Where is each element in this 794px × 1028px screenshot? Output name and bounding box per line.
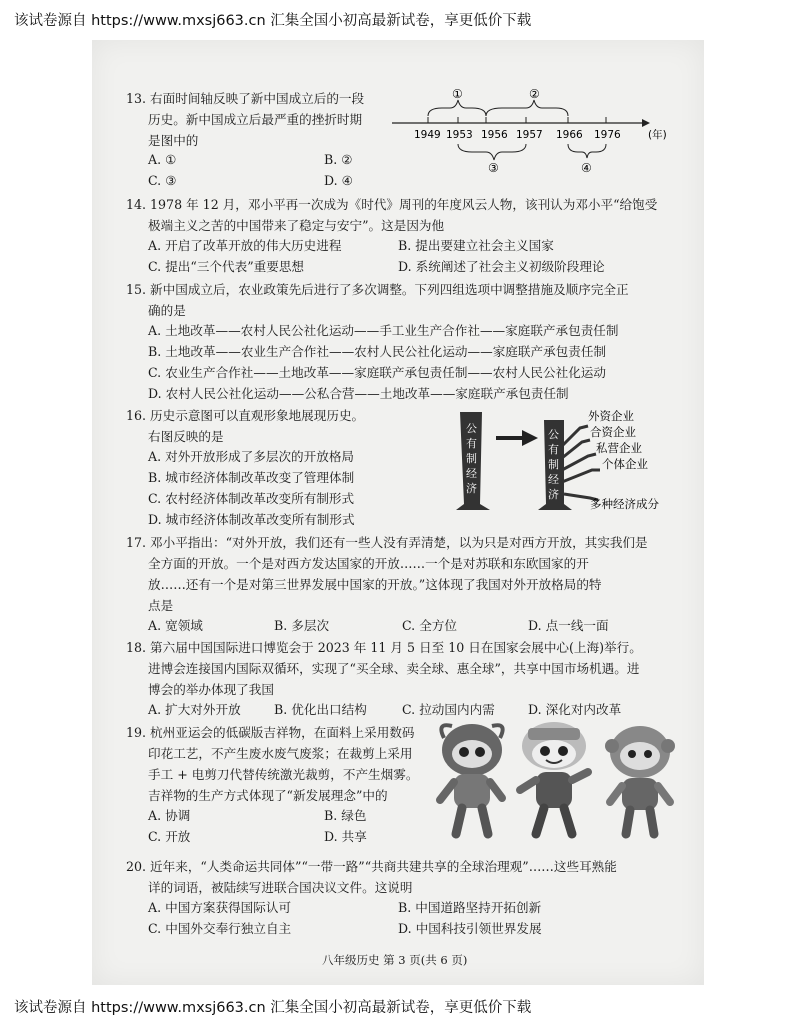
branch-private-enterprise: 私营企业 [596,441,642,455]
timeline-year-1953: 1953 [446,129,473,141]
q20-option-a[interactable]: A. 中国方案获得国际认可 [148,900,292,915]
q15-option-b[interactable]: B. 土地改革——农业生产合作社——农村人民公社化运动——家庭联产承包责任制 [148,344,607,359]
branch-individual-enterprise: 个体企业 [602,457,648,471]
q19-option-a[interactable]: A. 协调 [148,808,191,823]
timeline-mark-2: ② [529,87,540,101]
q20-line-1: 20. 近年来，“人类命运共同体”“一带一路”“共商共建共享的全球治理观”……这些耳熟能 [126,859,617,874]
q19-mascots-image [426,716,692,846]
q18-option-c[interactable]: C. 拉动国内内需 [402,702,495,717]
q13-option-a[interactable]: A. ① [148,152,177,167]
q16-line-1: 16. 历史示意图可以直观形象地展现历史。 [126,408,365,423]
q17-option-b[interactable]: B. 多层次 [274,618,330,633]
page-footer: 八年级历史 第 3 页(共 6 页) [322,953,468,967]
q14-option-b[interactable]: B. 提出要建立社会主义国家 [398,238,554,253]
q13-timeline [392,86,682,174]
left-trunk-char-5: 济 [466,482,477,495]
right-trunk-char-1: 公 [548,428,559,441]
q14-option-a[interactable]: A. 开启了改革开放的伟大历史进程 [148,238,342,253]
right-trunk-char-2: 有 [548,443,559,456]
left-trunk-char-3: 制 [466,452,477,465]
q17-option-c[interactable]: C. 全方位 [402,618,457,633]
timeline-year-1957: 1957 [516,129,543,141]
left-trunk-char-2: 有 [466,437,477,450]
q18-line-2: 进博会连接国内国际双循环，实现了“买全球、卖全球、惠全球”，共享中国市场机遇。进 [148,661,640,676]
q15-line-2: 确的是 [148,303,186,318]
branch-multiple-economy: 多种经济成分 [590,497,659,511]
q13-line-3: 是图中的 [148,133,199,148]
q17-line-4: 点是 [148,598,174,613]
mascot-1 [440,724,503,834]
q17-line-3: 放……还有一个是对第三世界发展中国家的开放。”这体现了我国对外开放格局的特 [148,577,602,592]
q19-line-4: 吉祥物的生产方式体现了“新发展理念”中的 [148,788,388,803]
mascot-3 [605,726,675,834]
q13-option-c[interactable]: C. ③ [148,173,177,188]
q15-line-1: 15. 新中国成立后，农业政策先后进行了多次调整。下列四组选项中调整措施及顺序完全正 [126,282,629,297]
right-trunk-char-3: 制 [548,458,559,471]
q16-option-a[interactable]: A. 对外开放形成了多层次的开放格局 [148,449,355,464]
q17-line-1: 17. 邓小平指出：“对外开放，我们还有一些人没有弄清楚，以为只是对西方开放，其实我们是 [126,535,648,550]
right-trunk-char-4: 经 [548,473,559,486]
right-trunk-char-5: 济 [548,488,559,501]
timeline-unit: (年) [648,129,667,141]
q18-line-3: 博会的举办体现了我国 [148,682,274,697]
q15-option-a[interactable]: A. 土地改革——农村人民公社化运动——手工业生产合作社——家庭联产承包责任制 [148,323,619,338]
timeline-year-1956: 1956 [481,129,508,141]
branch-foreign-enterprise: 外资企业 [588,409,634,423]
timeline-year-1966: 1966 [556,129,583,141]
q19-line-3: 手工 + 电剪刀代替传统激光裁剪，不产生烟雾。 [148,767,419,782]
timeline-mark-4: ④ [581,161,592,174]
timeline-year-1949: 1949 [414,129,441,141]
q16-option-b[interactable]: B. 城市经济体制改革改变了管理体制 [148,470,355,485]
q20-option-d[interactable]: D. 中国科技引领世界发展 [398,921,542,936]
q19-line-2: 印花工艺，不产生废水废气废浆；在裁剪上采用 [148,746,413,761]
q18-option-b[interactable]: B. 优化出口结构 [274,702,367,717]
left-trunk-char-1: 公 [466,422,477,435]
q16-option-d[interactable]: D. 城市经济体制改革改变所有制形式 [148,512,355,527]
q17-option-a[interactable]: A. 宽领域 [148,618,203,633]
q13-line-2: 历史。新中国成立后最严重的挫折时期 [148,112,363,127]
q20-option-b[interactable]: B. 中国道路坚持开拓创新 [398,900,542,915]
q18-option-d[interactable]: D. 深化对内改革 [528,702,622,717]
q16-line-2: 右图反映的是 [148,429,224,444]
q14-line-1: 14. 1978 年 12 月，邓小平再一次成为《时代》周刊的年度风云人物，该刊认为邓小平“给饱受 [126,197,658,212]
q19-option-c[interactable]: C. 开放 [148,829,191,844]
timeline-year-1976: 1976 [594,129,621,141]
source-banner-top: 该试卷源自 https://www.mxsj663.cn 汇集全国小初高最新试卷，享更低价下载 [14,13,532,29]
source-banner-bottom: 该试卷源自 https://www.mxsj663.cn 汇集全国小初高最新试卷，享更低价下载 [14,1000,532,1016]
q19-option-d[interactable]: D. 共享 [324,829,367,844]
q18-option-a[interactable]: A. 扩大对外开放 [148,702,241,717]
q16-option-c[interactable]: C. 农村经济体制改革改变所有制形式 [148,491,355,506]
q13-option-b[interactable]: B. ② [324,152,353,167]
exam-page [92,40,704,985]
q14-option-c[interactable]: C. 提出“三个代表”重要思想 [148,259,305,274]
branch-joint-venture: 合资企业 [590,425,636,439]
q19-option-b[interactable]: B. 绿色 [324,808,367,823]
q13-line-1: 13. 右面时间轴反映了新中国成立后的一段 [126,91,365,106]
q15-option-c[interactable]: C. 农业生产合作社——土地改革——家庭联产承包责任制——农村人民公社化运动 [148,365,606,380]
q20-line-2: 详的词语，被陆续写进联合国决议文件。这说明 [148,880,413,895]
q15-option-d[interactable]: D. 农村人民公社化运动——公私合营——土地改革——家庭联产承包责任制 [148,386,569,401]
q19-line-1: 19. 杭州亚运会的低碳版吉祥物，在面料上采用数码 [126,725,415,740]
mascot-2 [520,722,588,834]
left-trunk-char-4: 经 [466,467,477,480]
q14-line-2: 极端主义之苦的中国带来了稳定与安宁”。这是因为他 [148,218,445,233]
q17-option-d[interactable]: D. 点一线一面 [528,618,609,633]
q17-line-2: 全方面的开放。一个是对西方发达国家的开放……一个是对苏联和东欧国家的开 [148,556,589,571]
q20-option-c[interactable]: C. 中国外交奉行独立自主 [148,921,292,936]
q13-option-d[interactable]: D. ④ [324,173,353,188]
timeline-mark-1: ① [452,87,463,101]
q14-option-d[interactable]: D. 系统阐述了社会主义初级阶段理论 [398,259,605,274]
q16-tree-diagram [452,406,682,512]
timeline-mark-3: ③ [488,161,499,174]
q18-line-1: 18. 第六届中国国际进口博览会于 2023 年 11 月 5 日至 10 日在国家会展中心(上海)举行。 [126,640,642,655]
